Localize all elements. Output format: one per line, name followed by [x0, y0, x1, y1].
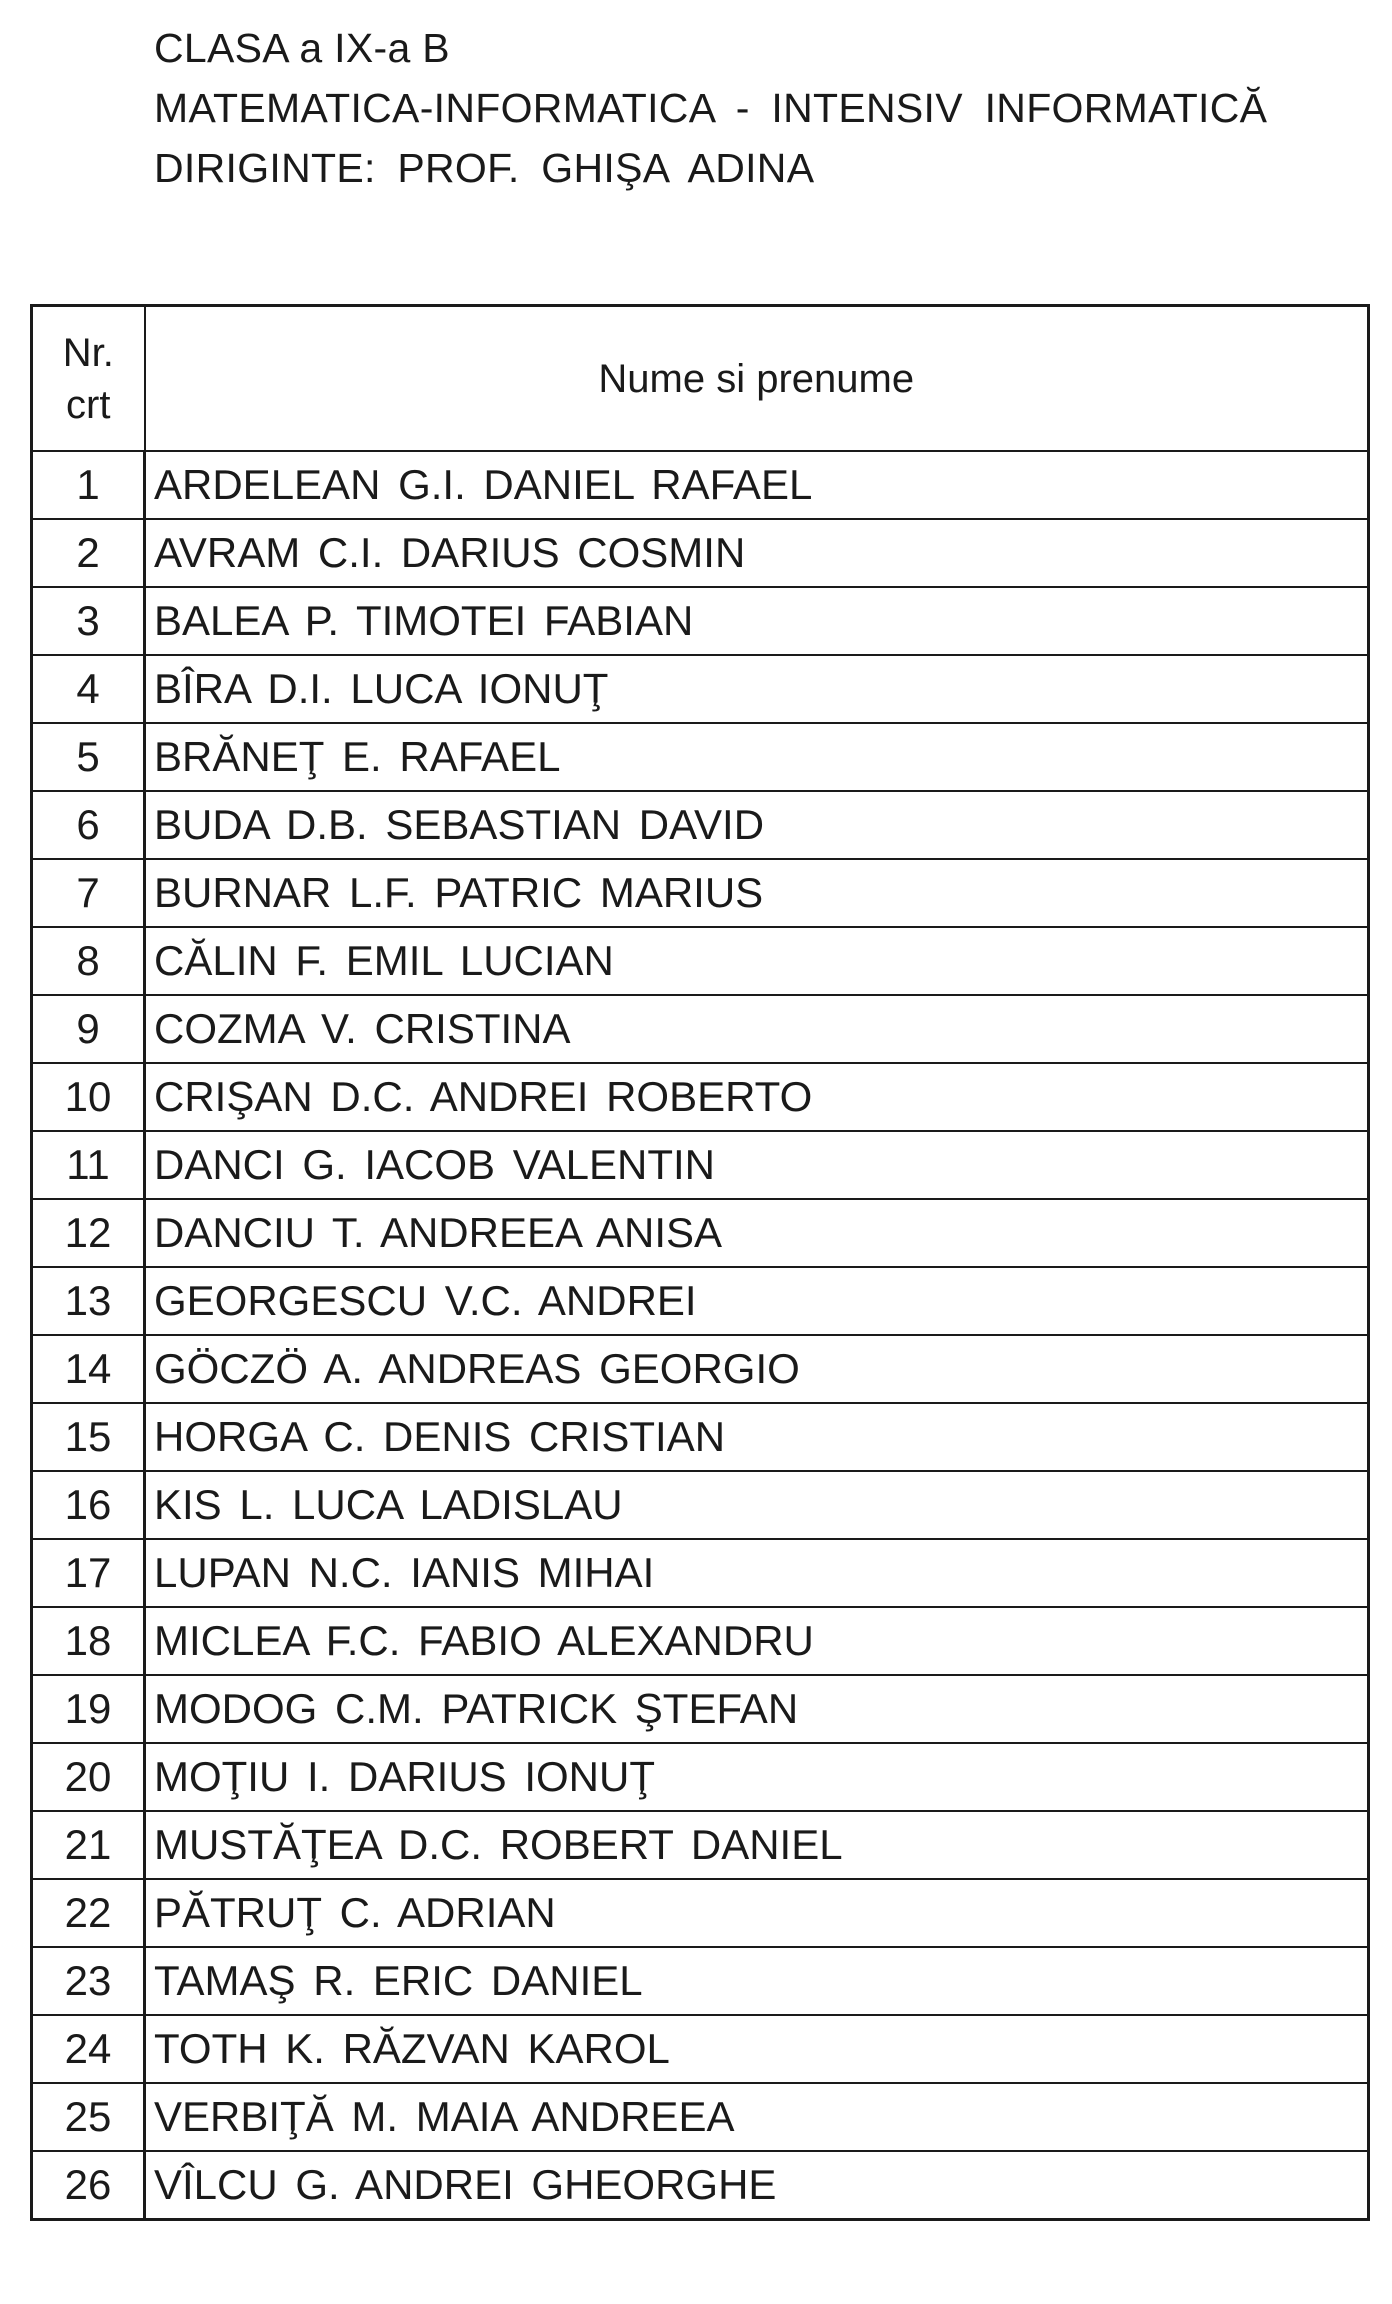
student-name: PĂTRUŢ C. ADRIAN: [145, 1879, 1369, 1947]
student-name: VERBIŢĂ M. MAIA ANDREEA: [145, 2083, 1369, 2151]
student-name: DANCIU T. ANDREEA ANISA: [145, 1199, 1369, 1267]
table-row: [32, 791, 1369, 859]
row-number: 10: [32, 1063, 145, 1131]
row-number: 22: [32, 1879, 145, 1947]
table-row: [32, 927, 1369, 995]
student-name: MUSTĂŢEA D.C. ROBERT DANIEL: [145, 1811, 1369, 1879]
table-body: [32, 451, 1369, 2220]
student-name: BUDA D.B. SEBASTIAN DAVID: [145, 791, 1369, 859]
class-title: CLASA a IX-a B: [154, 25, 450, 71]
student-name: HORGA C. DENIS CRISTIAN: [145, 1403, 1369, 1471]
student-name: AVRAM C.I. DARIUS COSMIN: [145, 519, 1369, 587]
profile-subtitle: MATEMATICA-INFORMATICA - INTENSIV INFORMATICĂ: [154, 85, 1268, 131]
row-number: 8: [32, 927, 145, 995]
row-number: 7: [32, 859, 145, 927]
table-header-row: [32, 306, 1369, 452]
table-row: [32, 451, 1369, 519]
row-number: 19: [32, 1675, 145, 1743]
table-row: [32, 1199, 1369, 1267]
student-name: MOŢIU I. DARIUS IONUŢ: [145, 1743, 1369, 1811]
student-name: DANCI G. IACOB VALENTIN: [145, 1131, 1369, 1199]
student-name: MODOG C.M. PATRICK ŞTEFAN: [145, 1675, 1369, 1743]
row-number: 2: [32, 519, 145, 587]
student-name: BÎRA D.I. LUCA IONUŢ: [145, 655, 1369, 723]
table-row: [32, 1607, 1369, 1675]
row-number: 25: [32, 2083, 145, 2151]
student-name: CĂLIN F. EMIL LUCIAN: [145, 927, 1369, 995]
column-header-nr: [32, 306, 145, 452]
table-row: [32, 587, 1369, 655]
table-row: [32, 1335, 1369, 1403]
row-number: 11: [32, 1131, 145, 1199]
table-row: [32, 1811, 1369, 1879]
table-row: [32, 1063, 1369, 1131]
student-name: KIS L. LUCA LADISLAU: [145, 1471, 1369, 1539]
student-name: MICLEA F.C. FABIO ALEXANDRU: [145, 1607, 1369, 1675]
row-number: 20: [32, 1743, 145, 1811]
row-number: 24: [32, 2015, 145, 2083]
table-row: [32, 1471, 1369, 1539]
student-name: BURNAR L.F. PATRIC MARIUS: [145, 859, 1369, 927]
student-name: COZMA V. CRISTINA: [145, 995, 1369, 1063]
row-number: 26: [32, 2151, 145, 2220]
student-name: VÎLCU G. ANDREI GHEORGHE: [145, 2151, 1369, 2220]
row-number: 14: [32, 1335, 145, 1403]
table-row: [32, 1539, 1369, 1607]
row-number: 23: [32, 1947, 145, 2015]
student-name: GÖCZÖ A. ANDREAS GEORGIO: [145, 1335, 1369, 1403]
table-row: [32, 1267, 1369, 1335]
table-row: [32, 655, 1369, 723]
student-roster-table: [30, 304, 1370, 2221]
table-row: [32, 1947, 1369, 2015]
student-name: TOTH K. RĂZVAN KAROL: [145, 2015, 1369, 2083]
row-number: 1: [32, 451, 145, 519]
table-row: [32, 1743, 1369, 1811]
table-row: [32, 995, 1369, 1063]
student-name: CRIŞAN D.C. ANDREI ROBERTO: [145, 1063, 1369, 1131]
table-row: [32, 519, 1369, 587]
row-number: 16: [32, 1471, 145, 1539]
row-number: 9: [32, 995, 145, 1063]
table-row: [32, 1131, 1369, 1199]
table-row: [32, 2015, 1369, 2083]
row-number: 3: [32, 587, 145, 655]
row-number: 21: [32, 1811, 145, 1879]
table-row: [32, 1675, 1369, 1743]
column-header-nr-line2: crt: [66, 382, 111, 427]
row-number: 6: [32, 791, 145, 859]
row-number: 4: [32, 655, 145, 723]
homeroom-teacher: DIRIGINTE: PROF. GHIŞA ADINA: [154, 145, 815, 191]
row-number: 15: [32, 1403, 145, 1471]
document-header: [154, 18, 1267, 198]
student-name: ARDELEAN G.I. DANIEL RAFAEL: [145, 451, 1369, 519]
student-name: GEORGESCU V.C. ANDREI: [145, 1267, 1369, 1335]
student-name: TAMAŞ R. ERIC DANIEL: [145, 1947, 1369, 2015]
row-number: 18: [32, 1607, 145, 1675]
row-number: 17: [32, 1539, 145, 1607]
table-row: [32, 859, 1369, 927]
student-name: BALEA P. TIMOTEI FABIAN: [145, 587, 1369, 655]
student-name: BRĂNEŢ E. RAFAEL: [145, 723, 1369, 791]
table-row: [32, 723, 1369, 791]
row-number: 12: [32, 1199, 145, 1267]
student-name: LUPAN N.C. IANIS MIHAI: [145, 1539, 1369, 1607]
table-row: [32, 2151, 1369, 2220]
table-row: [32, 2083, 1369, 2151]
column-header-nr-line1: Nr.: [62, 330, 114, 375]
table-row: [32, 1403, 1369, 1471]
row-number: 5: [32, 723, 145, 791]
row-number: 13: [32, 1267, 145, 1335]
table-row: [32, 1879, 1369, 1947]
column-header-name: Nume si prenume: [145, 306, 1369, 452]
